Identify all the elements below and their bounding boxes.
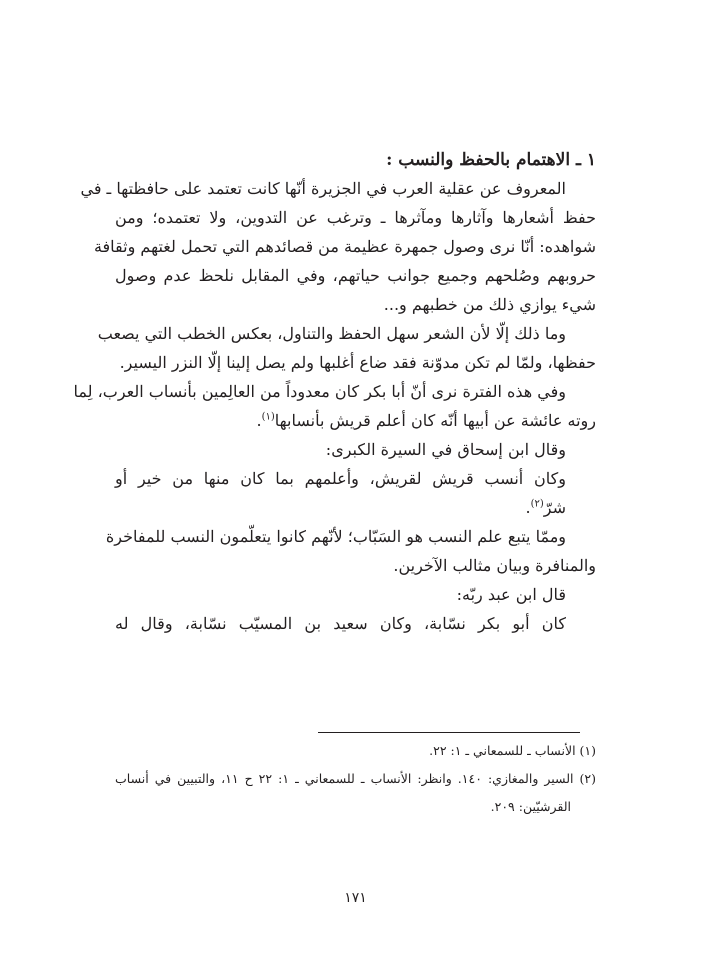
- quote-end: .: [525, 498, 531, 517]
- quote-text: شرّ: [543, 498, 566, 517]
- paragraph-line: حفظها، ولمّا لم تكن مدوّنة فقد ضاع أغلبها ولم يصل إلينا إلّا النزر اليسير.: [119, 353, 596, 372]
- footnote-2-continuation: القرشيّين: ٢٠٩.: [490, 799, 571, 814]
- paragraph-line: حروبهم وصُلحهم وجميع جوانب حياتهم، وفي المقابل نلحظ عدم وصول: [115, 266, 596, 285]
- quote-line: كان أبو بكر نسّابة، وكان سعيد بن المسيّب نسّابة، وقال له: [115, 614, 566, 633]
- paragraph-end: .: [256, 411, 262, 430]
- paragraph-line: والمنافرة وبيان مثالب الآخرين.: [393, 556, 596, 575]
- paragraph-line: حفظ أشعارها وآثارها ومآثرها ـ وترغب عن التدوين، ولا تعتمده؛ ومن: [115, 208, 596, 227]
- paragraph-text: روته عائشة عن أبيها أنّه كان أعلم قريش بأنسابها: [274, 411, 596, 430]
- footnote-2: (٢) السير والمغازي: ١٤٠. وانظر: الأنساب ـ للسمعاني ـ ١: ٢٢ ح ١١، والتبيين في أنساب: [115, 771, 597, 786]
- paragraph-line: وما ذلك إلّا لأن الشعر سهل الحفظ والتناول، بعكس الخطب التي يصعب: [97, 324, 566, 343]
- quote-line: [115, 495, 566, 521]
- paragraph-line: وقال ابن إسحاق في السيرة الكبرى:: [325, 440, 566, 459]
- footnote-separator: [318, 732, 580, 733]
- page-number: ١٧١: [344, 890, 367, 906]
- footnote-marker[interactable]: (١): [261, 411, 275, 423]
- page-body: [73, 0, 596, 970]
- paragraph-line: شواهده: أنّا نرى وصول جمهرة عظيمة من قصائدهم التي تحمل لغتهم وثقافة: [93, 237, 596, 256]
- paragraph-line: المعروف عن عقلية العرب في الجزيرة أنّها كانت تعتمد على حافظتها ـ في: [80, 179, 566, 198]
- section-heading: ١ ـ الاهتمام بالحفظ والنسب :: [386, 150, 596, 170]
- paragraph-line: وممّا يتبع علم النسب هو السَبّاب؛ لأنّهم كانوا يتعلّمون النسب للمفاخرة: [105, 527, 566, 546]
- footnote-marker[interactable]: (٢): [530, 498, 544, 510]
- paragraph-line: [115, 408, 596, 434]
- paragraph-line: شيء يوازي ذلك من خطبهم و...: [383, 295, 596, 314]
- paragraph-line: وفي هذه الفترة نرى أنّ أبا بكر كان معدوداً من العالِمين بأنساب العرب، لِما: [73, 382, 566, 401]
- footnote-1: (١) الأنساب ـ للسمعاني ـ ١: ٢٢.: [429, 743, 596, 758]
- quote-line: وكان أنسب قريش لقريش، وأعلمهم بما كان منها من خير أو: [115, 469, 566, 488]
- paragraph-line: قال ابن عبد ربّه:: [456, 585, 566, 604]
